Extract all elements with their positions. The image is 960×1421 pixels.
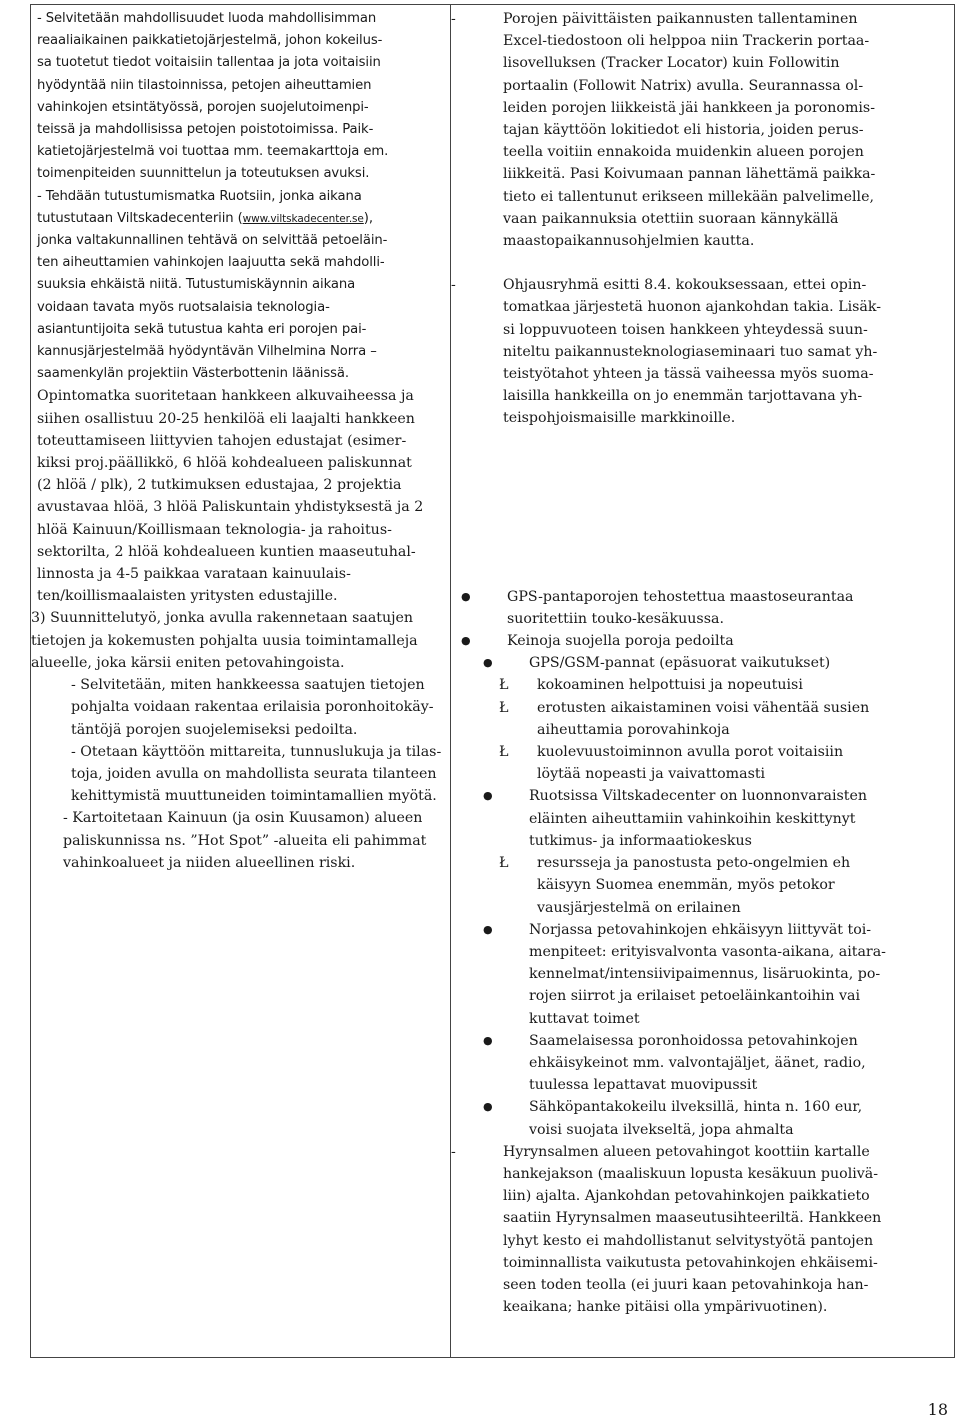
text-line: Excel-tiedostoon oli helppoa niin Trackerin portaa- [503, 33, 870, 50]
dash-item-hyrynsalmi [451, 1141, 950, 1319]
text-line: asiantuntijoita sekä tutustua kahta eri porojen pai- [37, 321, 367, 337]
text-line: kuttavat toimet [529, 1010, 640, 1027]
text-line: teistyötahot yhteen ja tässä vaiheessa myös suoma- [503, 366, 874, 383]
text-line: GPS/GSM-pannat (epäsuorat vaikutukset) [529, 655, 831, 672]
text-line: 3) Suunnittelutyö, jonka avulla rakennetaan saatujen [31, 610, 414, 627]
text-line: tieto ei tallentunut erikseen millekään palvelimelle, [503, 188, 874, 205]
wingding-marker: Ł [499, 699, 509, 716]
sans-paragraph-1 [37, 8, 446, 186]
text-line: vahinkojen etsintätyössä, porojen suojelutoimenpi- [37, 99, 369, 115]
bullet-icon: ● [483, 922, 493, 936]
sub-bullet-sweden [451, 785, 950, 852]
text-line: - Selvitetään mahdollisuudet luoda mahdollisimman [37, 11, 377, 26]
page-number: 18 [927, 1400, 948, 1419]
l-item-separation [451, 697, 950, 741]
text-line: linnosta ja 4-5 paikkaa varataan kainuulais- [37, 566, 351, 583]
sub-bullet-electric-collar [451, 1096, 950, 1140]
text-line: suoritettiin touko-kesäkuussa. [507, 610, 724, 627]
text-line: rojen siirrot ja erilaiset petoeläinkantoihin vai [529, 988, 861, 1005]
text-line: aiheuttamia porovahinkoja [537, 721, 730, 738]
serif-paragraph-1 [37, 385, 446, 607]
text-line: siihen osallistuu 20-25 henkilöä eli laajalti hankkeen [37, 410, 415, 427]
text-line: GPS-pantaporojen tehostettua maastoseurantaa [507, 588, 854, 605]
text-span: ), [363, 210, 373, 226]
text-line: tietojen ja kokemusten pohjalta uusia toimintamalleja [31, 632, 418, 649]
text-line: teispohjoismaisille markkinoille. [503, 410, 736, 427]
text-line: lisovelluksen (Tracker Locator) kuin Followitin [503, 55, 840, 72]
text-line: pohjalta voidaan rakentaa erilaisia poronhoitokäy- [71, 699, 434, 716]
sub-bullet-sami [451, 1030, 950, 1097]
text-line: kannusjärjestelmää hyödyntävän Vilhelmina Norra – [37, 344, 377, 360]
text-line: ten aiheuttamien vahinkojen laajuutta sekä mahdolli- [37, 255, 385, 271]
text-line: Porojen päivittäisten paikannusten tallentaminen [503, 11, 858, 27]
section-3 [31, 607, 446, 674]
bullet-gps-tracking [451, 586, 950, 630]
text-line: Norjassa petovahinkojen ehkäisyyn liittyvät toi- [529, 921, 872, 938]
text-line: hankejakson (maaliskuun lopusta kesäkuun puolivä- [503, 1165, 879, 1182]
text-line: Sähköpantakokeilu ilveksillä, hinta n. 160 eur, [529, 1099, 863, 1116]
text-line: resursseja ja panostusta peto-ongelmien eh [537, 855, 851, 872]
text-line: tutkimus- ja informaatiokeskus [529, 832, 752, 849]
text-line: täntöjä porojen suojelemiseksi pedoilta. [71, 721, 358, 738]
text-line: teella voitiin ennakoida muidenkin alueen porojen [503, 144, 864, 161]
dash-marker: - [451, 1143, 456, 1160]
text-line: hlöä Kainuun/Koillismaan teknologia- ja rahoitus- [37, 521, 392, 538]
text-line: (2 hlöä / plk), 2 tutkimuksen edustajaa, 2 projektia [37, 477, 402, 494]
sans-paragraph-2 [37, 186, 446, 386]
wingding-marker: Ł [499, 855, 509, 872]
text-line: toteuttamiseen liittyvien tahojen edustajat (esimer- [37, 432, 407, 449]
wingding-marker: Ł [499, 677, 509, 694]
text-line: toimenpiteiden suunnittelun ja toteutuksen avuksi. [37, 166, 370, 182]
dash-item-steering-group [451, 274, 950, 429]
text-line: voisi suojata ilvekseltä, jopa ahmalta [529, 1121, 794, 1138]
text-line: menpiteet: erityisvalvonta vasonta-aikana, aitara- [529, 943, 886, 960]
text-line: maastopaikannusohjelmien kautta. [503, 233, 755, 250]
text-line: - Kartoitetaan Kainuun (ja osin Kuusamon) alueen [63, 810, 423, 827]
text-line: kehittymistä muuttuneiden toimintamallien myötä. [71, 788, 437, 805]
l-item-resources [451, 852, 950, 919]
text-line: saamenkylän projektiin Västerbottenin läänissä. [37, 366, 349, 382]
text-line: si loppuvuoteen toisen hankkeen yhteydessä suun- [503, 321, 868, 338]
text-line: Saamelaisessa poronhoidossa petovahinkojen [529, 1032, 858, 1049]
text-line: erotusten aikaistaminen voisi vähentää susien [537, 699, 870, 716]
spacer [451, 430, 950, 586]
text-line: teissä ja mahdollisissa petojen poistotoimissa. Paik- [37, 122, 374, 138]
text-line: Ruotsissa Viltskadecenter on luonnonvaraisten [529, 788, 867, 805]
text-line: Ohjausryhmä esitti 8.4. kokouksessaan, ettei opin- [503, 277, 867, 294]
text-line: Opintomatka suoritetaan hankkeen alkuvaiheessa ja [37, 388, 414, 405]
bullet-icon: ● [483, 789, 493, 803]
dash-marker: - [451, 277, 456, 294]
text-line: lyhyt kesto ei mahdollistanut selvitystyötä pantojen [503, 1232, 874, 1249]
right-column [451, 5, 954, 1357]
l-item-mortality [451, 741, 950, 785]
text-line: sa tuotetut tiedot voitaisiin tallentaa ja jota voitaisiin [37, 55, 381, 71]
text-line: avustavaa hlöä, 3 hlöä Paliskuntain yhdistyksestä ja 2 [37, 499, 424, 516]
bullet-icon: ● [461, 634, 471, 648]
text-line: seen toden teolla (ei juuri kaan petovahinkoja han- [503, 1276, 869, 1293]
text-line: niteltu paikannusteknologiaseminaari tuo samat yh- [503, 343, 878, 360]
l-item-gathering [451, 674, 950, 696]
text-line: katietojärjestelmä voi tuottaa mm. teemakarttoja em. [37, 144, 389, 160]
text-line: käisyyn Suomea enemmän, myös petokor [537, 877, 835, 894]
left-column [31, 5, 451, 1357]
text-line: paliskunnissa ns. ”Hot Spot” -alueita eli pahimmat [63, 832, 427, 849]
text-line: kiksi proj.päällikkö, 6 hlöä kohdealueen paliskunnat [37, 455, 412, 472]
text-line: vaan paikannuksia otettiin suoraan kännykällä [503, 210, 839, 227]
text-line: laisilla hankkeilla on jo enemmän tarjottavana yh- [503, 388, 863, 405]
text-line-with-link [37, 208, 446, 230]
text-line: - Otetaan käyttöön mittareita, tunnuslukuja ja tilas- [71, 743, 442, 760]
indented-item-2 [37, 741, 446, 808]
text-line: löytää nopeasti ja vaivattomasti [537, 766, 766, 783]
text-line: Keinoja suojella poroja pedoilta [507, 633, 734, 650]
bullet-protection-methods [451, 630, 950, 652]
bullet-icon: ● [483, 1100, 493, 1114]
text-line: kennelmat/intensiivipaimennus, lisäruokinta, po- [529, 966, 881, 983]
sub-bullet-gps-gsm [451, 652, 950, 674]
text-line: toja, joiden avulla on mahdollista seurata tilanteen [71, 765, 437, 782]
text-line: jonka valtakunnallinen tehtävä on selvittää petoeläin- [37, 233, 388, 249]
text-line: tuulessa lepattavat muovipussit [529, 1077, 758, 1094]
text-line: vahinkoalueet ja niiden alueellinen riski. [63, 854, 356, 871]
text-line: saatiin Hyrynsalmen maaseutusihteeriltä. Hankkeen [503, 1210, 882, 1227]
text-line: suuksia ehkäistä niitä. Tutustumiskäynnin aikana [37, 277, 356, 293]
indented-item-1 [37, 674, 446, 741]
text-line: Hyrynsalmen alueen petovahingot koottiin kartalle [503, 1143, 870, 1160]
text-line: vausjärjestelmä on erilainen [537, 899, 741, 916]
wingding-marker: Ł [499, 744, 509, 761]
text-line: alueelle, joka kärsii eniten petovahingoista. [31, 654, 345, 671]
text-span: tutustutaan Viltskadecenteriin ( [37, 210, 243, 226]
text-line: ten/koillismaalaisten yritysten edustajille. [37, 588, 338, 605]
text-line: - Selvitetään, miten hankkeessa saatujen tietojen [71, 677, 425, 694]
text-line: hyödyntää niin tilastoinnissa, petojen aiheuttamien [37, 77, 372, 93]
spacer [451, 252, 950, 274]
text-line: kuolevuustoiminnon avulla porot voitaisiin [537, 744, 844, 761]
sub-bullet-norway [451, 919, 950, 1030]
bullet-icon: ● [483, 656, 493, 670]
text-line: liikkeitä. Pasi Koivumaan pannan lähettämä paikka- [503, 166, 876, 183]
text-line: kokoaminen helpottuisi ja nopeutuisi [537, 677, 803, 694]
bullet-icon: ● [461, 589, 471, 603]
document-table [30, 4, 955, 1358]
viltskadecenter-link[interactable]: www.viltskadecenter.se [242, 212, 364, 225]
text-line: leiden porojen liikkeistä jäi hankkeen ja poronomis- [503, 99, 876, 116]
text-line: ehkäisykeinot mm. valvontajäljet, äänet, radio, [529, 1054, 866, 1071]
text-line: tomatkaa järjestetä huonon ajankohdan takia. Lisäk- [503, 299, 882, 316]
text-line: portaalin (Followit Natrix) avulla. Seurannassa ol- [503, 77, 864, 94]
text-line: tajan käyttöön lokitiedot eli historia, joiden perus- [503, 122, 864, 139]
bullet-icon: ● [483, 1033, 493, 1047]
dash-marker: - [451, 11, 456, 27]
text-line: - Tehdään tutustumismatka Ruotsiin, jonka aikana [37, 188, 362, 204]
indented-item-3 [37, 807, 446, 874]
text-line: eläinten aiheuttamiin vahinkoihin keskittynyt [529, 810, 856, 827]
text-line: liin) ajalta. Ajankohdan petovahinkojen paikkatieto [503, 1188, 870, 1205]
text-line: reaaliaikainen paikkatietojärjestelmä, johon kokeilus- [37, 33, 383, 49]
text-line: keaikana; hanke pitäisi olla ympärivuotinen). [503, 1299, 828, 1316]
text-line: toiminnallista vaikutusta petovahinkojen ehkäisemi- [503, 1254, 878, 1271]
text-line: voidaan tavata myös ruotsalaisia teknologia- [37, 299, 330, 315]
dash-item-excel [451, 8, 950, 252]
text-line: sektorilta, 2 hlöä kohdealueen kuntien maaseutuhal- [37, 543, 416, 560]
